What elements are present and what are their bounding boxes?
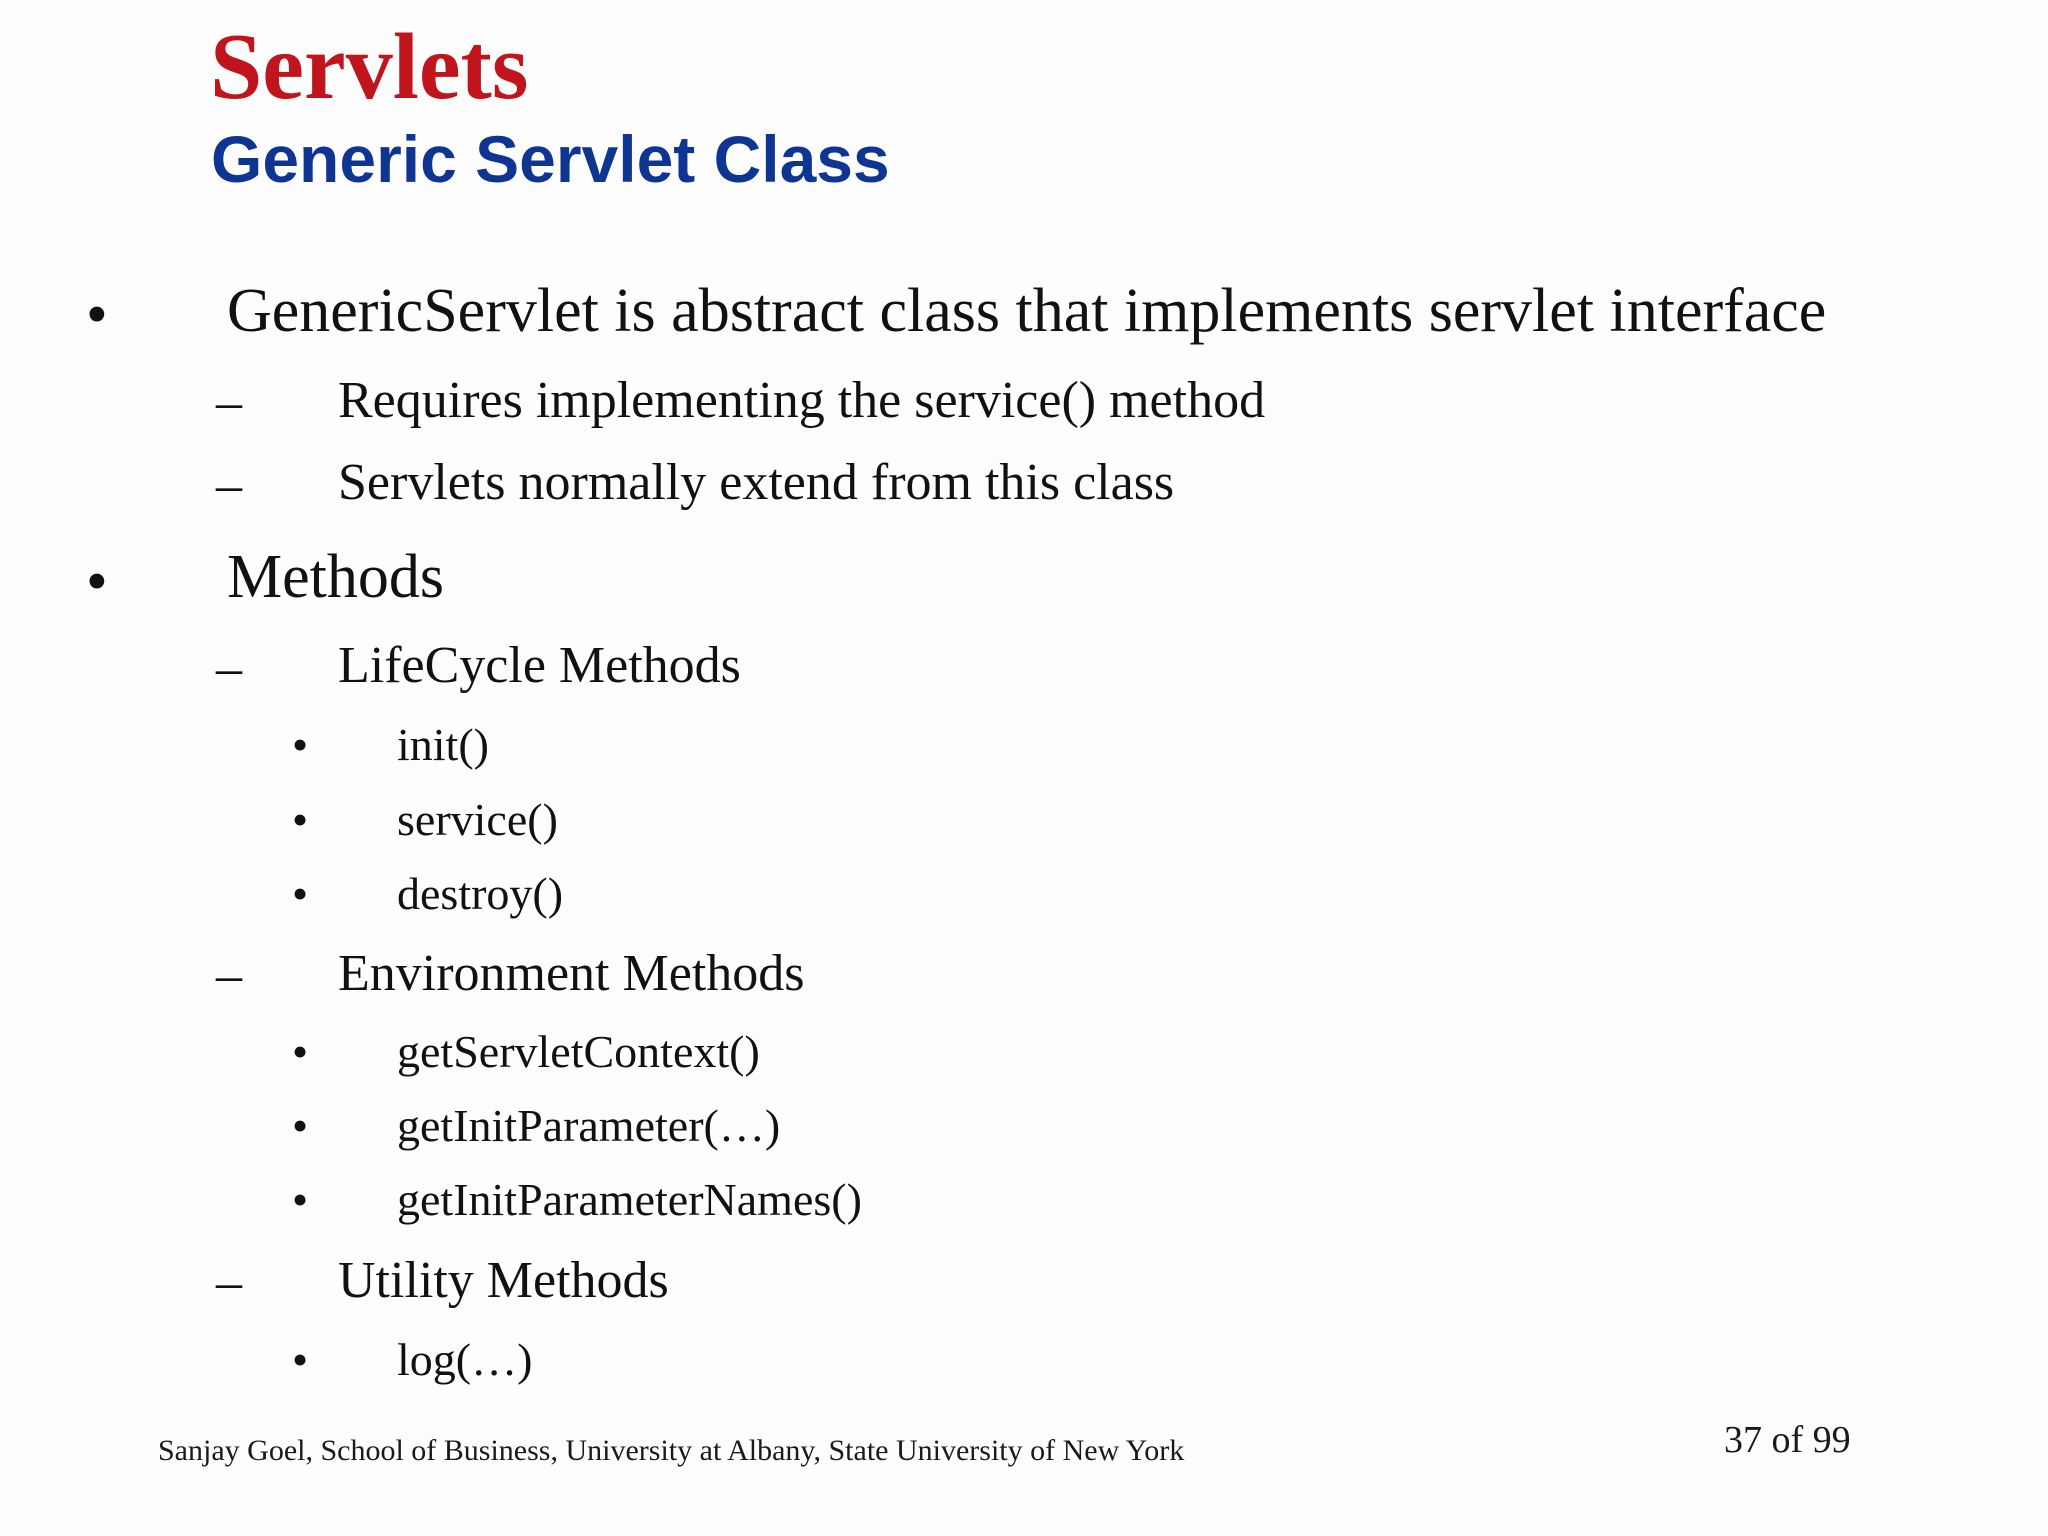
page-number: 37 of 99	[1724, 1419, 1851, 1461]
method-service: service()	[397, 794, 558, 845]
bullet-methods: Methods	[227, 543, 444, 611]
bullet-marker: •	[292, 794, 309, 845]
dash-marker: –	[216, 457, 242, 514]
sub-bullet-lifecycle-methods: LifeCycle Methods	[338, 637, 741, 694]
method-get-servlet-context: getServletContext()	[397, 1026, 760, 1077]
bullet-marker: •	[86, 548, 108, 616]
slide-subtitle: Generic Servlet Class	[211, 122, 890, 196]
dash-marker: –	[216, 640, 242, 697]
bullet-marker: •	[292, 1100, 309, 1151]
sub-bullet-environment-methods: Environment Methods	[338, 945, 805, 1002]
dash-marker: –	[216, 374, 242, 431]
method-log: log(…)	[397, 1334, 533, 1385]
sub-bullet-utility-methods: Utility Methods	[338, 1252, 669, 1309]
bullet-marker: •	[292, 719, 309, 770]
bullet-genericservlet: GenericServlet is abstract class that implements servlet interface	[227, 277, 1827, 345]
dash-marker: –	[216, 1254, 242, 1311]
slide-title: Servlets	[210, 15, 529, 119]
bullet-marker: •	[292, 1174, 309, 1225]
method-init: init()	[397, 719, 489, 770]
bullet-marker: •	[292, 1026, 309, 1077]
dash-marker: –	[216, 947, 242, 1004]
sub-bullet-extend-class: Servlets normally extend from this class	[338, 454, 1175, 511]
bullet-marker: •	[292, 1334, 309, 1385]
method-get-init-parameter: getInitParameter(…)	[397, 1100, 781, 1151]
sub-bullet-service-requirement: Requires implementing the service() method	[338, 372, 1266, 429]
bullet-marker: •	[86, 281, 108, 349]
method-get-init-parameter-names: getInitParameterNames()	[397, 1174, 862, 1225]
bullet-marker: •	[292, 868, 309, 919]
method-destroy: destroy()	[397, 868, 564, 919]
footer-author: Sanjay Goel, School of Business, University at Albany, State University of New York	[158, 1434, 1185, 1467]
